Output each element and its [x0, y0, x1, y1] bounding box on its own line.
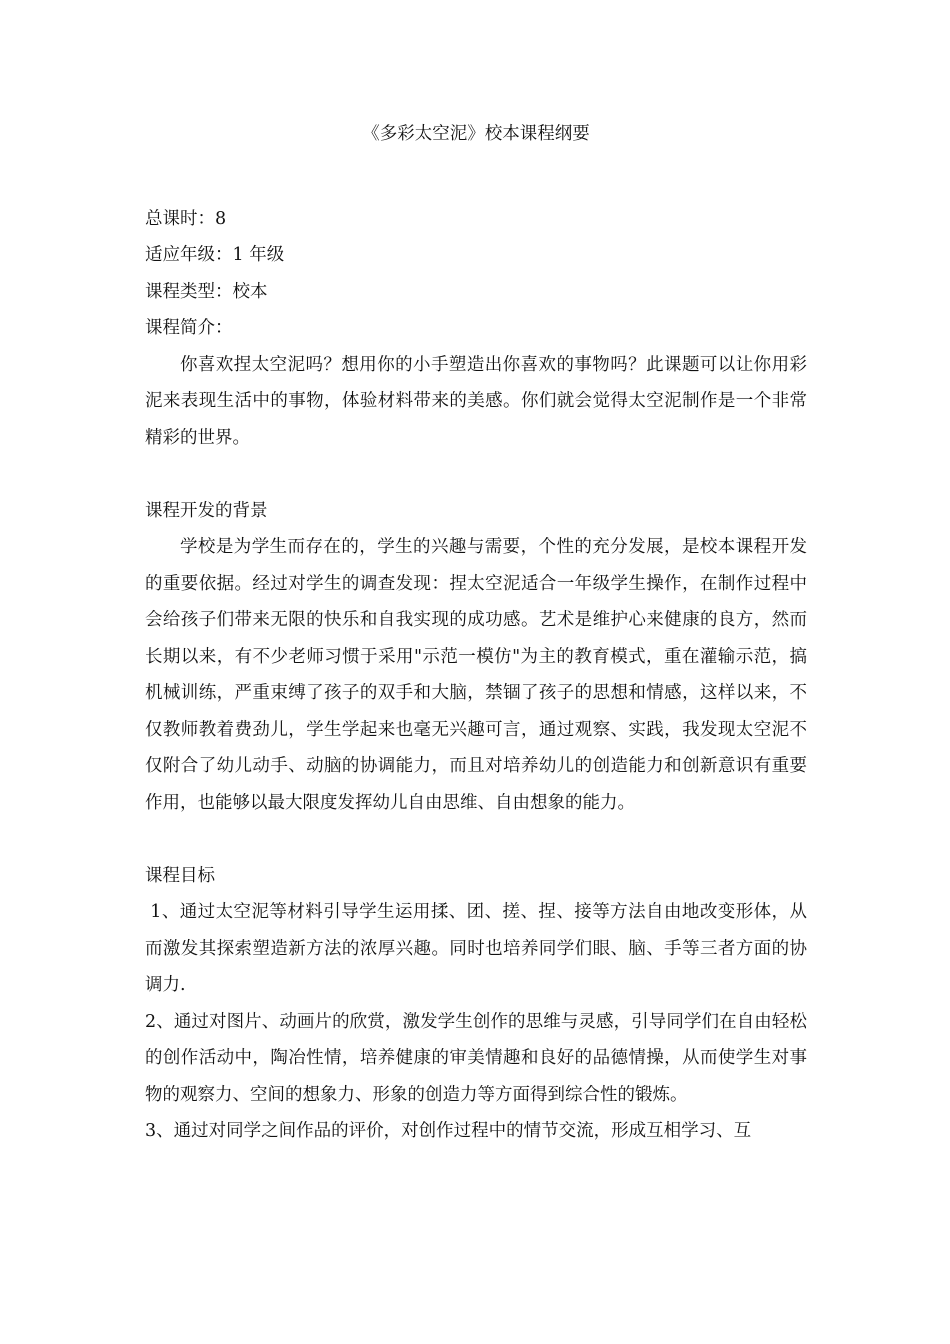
meta-total-hours	[145, 201, 807, 238]
meta-label: 课程类型：	[145, 281, 233, 302]
meta-value: 校本	[232, 281, 268, 302]
goal-item-2: 2、通过对图片、动画片的欣赏，激发学生创作的思维与灵感，引导同学们在自由轻松的创作活动中，陶冶性情，培养健康的审美情趣和良好的品德情操，从而使学生对事物的观察力、空间的想象力、形象的创造力等方面得到综合性的锻炼。	[145, 1011, 807, 1105]
document-body	[145, 116, 807, 1150]
goal-item-3: 3、通过对同学之间作品的评价，对创作过程中的情节交流，形成互相学习、互	[145, 1121, 752, 1141]
meta-label: 适应年级：	[145, 245, 233, 265]
background-heading: 课程开发的背景	[145, 500, 268, 521]
intro-paragraph: 你喜欢捏太空泥吗？想用你的小手塑造出你喜欢的事物吗？此课题可以让你用彩泥来表现生活中的事物，体验材料带来的美感。你们就会觉得太空泥制作是一个非常精彩的世界。	[145, 354, 807, 448]
meta-intro-label	[145, 310, 807, 347]
meta-value: 1 年级	[232, 245, 285, 265]
background-paragraph: 学校是为学生而存在的，学生的兴趣与需要，个性的充分发展，是校本课程开发的重要依据。经过对学生的调查发现：捏太空泥适合一年级学生操作，在制作过程中会给孩子们带来无限的快乐和自我实现的成功感。艺术是维护心来健康的良方，然而长期以来，有不少老师习惯于采用"示范一模仿"为主的教育模式，重在灌输示范，搞机械训练，严重束缚了孩子的双手和大脑，禁锢了孩子的思想和情感，这样以来，不仅教师教着费劲儿，学生学起来也毫无兴趣可言，通过观察、实践，我发现太空泥不仅附合了幼儿动手、动脑的协调能力，而且对培养幼儿的创造能力和创新意识有重要作用，也能够以最大限度发挥幼儿自由思维、自由想象的能力。	[145, 537, 807, 813]
goal-item-1: 1、通过太空泥等材料引导学生运用揉、团、搓、捏、接等方法自由地改变形体，从而激发其探索塑造新方法的浓厚兴趣。同时也培养同学们眼、脑、手等三者方面的协调力.	[145, 902, 807, 995]
meta-label: 课程简介：	[145, 318, 233, 338]
section-spacer	[145, 821, 807, 858]
document-title: 《多彩太空泥》校本课程纲要	[362, 124, 590, 144]
section-spacer	[145, 456, 807, 493]
meta-value: 8	[215, 208, 227, 229]
meta-grade	[145, 237, 807, 274]
meta-label: 总课时：	[145, 208, 215, 229]
goals-heading: 课程目标	[145, 865, 215, 886]
meta-course-type	[145, 274, 807, 311]
